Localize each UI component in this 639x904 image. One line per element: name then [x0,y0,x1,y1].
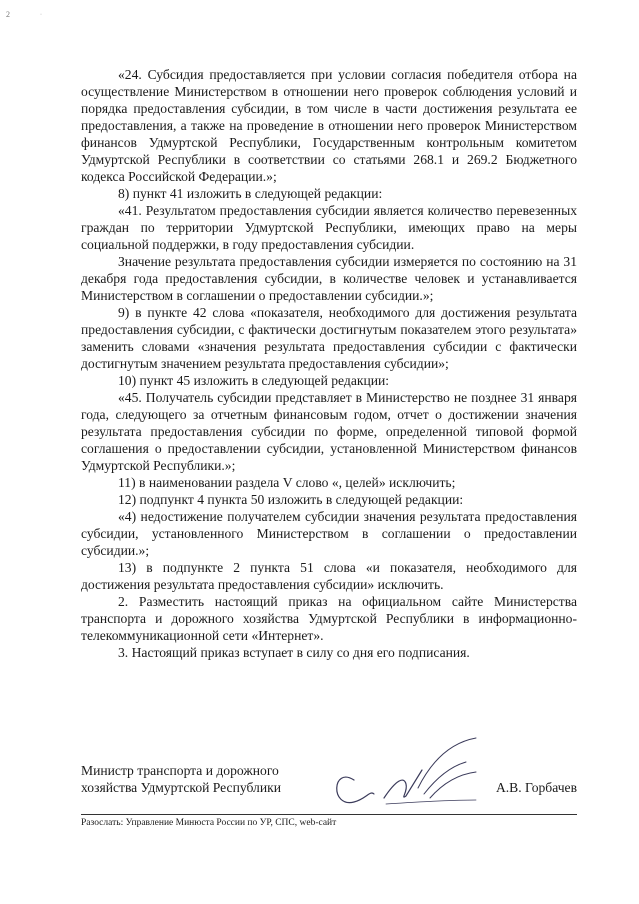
signer-title-line1: Министр транспорта и дорожного [81,763,279,778]
paragraph-41: «41. Результатом предоставления субсидии является количество перевезенных граждан по территории Удмуртской Республики, имеющих право на меры социальной поддержки, в году предоставления субсидии. [81,203,577,252]
paragraph-item-9: 9) в пункте 42 слова «показателя, необходимого для достижения результата предоставления субсидии, с фактически достигнутым показателем этого результата» заменить словами «значения результата предоставления субсидии с фактически достигнутым значением результата предоставления субсидии»; [81,305,577,371]
paragraph-41-value: Значение результата предоставления субсидии измеряется по состоянию на 31 декабря года предоставления субсидии, в количестве человек и устанавливается Министерством в соглашении о предоставлении субсидии.»; [81,254,577,303]
paragraph-45: «45. Получатель субсидии представляет в Министерство не позднее 31 января года, следующего за отчетным финансовым годом, отчет о достижении значения результата предоставления субсидии по форме, определенной типовой формой соглашения о предоставлении субсидии, установленной Министерством финансов Удмуртской Республики.»; [81,390,577,473]
signer-title-line2: хозяйства Удмуртской Республики [81,780,281,795]
handwritten-signature [326,736,496,816]
paragraph-item-11: 11) в наименовании раздела V слово «, целей» исключить; [118,475,456,490]
page-mark: 2 [6,10,10,19]
signer-title [81,762,281,796]
paragraph-50-4: «4) недостижение получателем субсидии значения результата предоставления субсидии, установленного Министерством в соглашении о предоставлении субсидии.»; [81,509,577,558]
paragraph-item-12: 12) подпункт 4 пункта 50 изложить в следующей редакции: [118,492,464,507]
footer-divider [81,814,577,815]
document-body [81,66,577,661]
distribution-note: Разослать: Управление Минюста России по УР, СПС, web-сайт [81,818,337,828]
paragraph-item-8: 8) пункт 41 изложить в следующей редакции: [118,186,383,201]
paragraph-item-13: 13) в подпункте 2 пункта 51 слова «и показателя, необходимого для достижения результата предоставления субсидии» исключить. [81,560,577,592]
paragraph-item-10: 10) пункт 45 изложить в следующей редакции: [118,373,390,388]
paragraph-effective: 3. Настоящий приказ вступает в силу со дня его подписания. [118,645,470,660]
signature-block [81,762,577,812]
paragraph-24: «24. Субсидия предоставляется при условии согласия победителя отбора на осуществление Министерством в отношении него проверок соблюдения условий и порядка предоставления субсидии, в том числе в части достижения результата ее предоставления, а также на проведение в отношении него проверок Министерством финансов Удмуртской Республики, Государственным контрольным комитетом Удмуртской Республики в соответствии со статьями 268.1 и 269.2 Бюджетного кодекса Российской Федерации.»; [81,67,577,184]
signer-name: А.В. Горбачев [495,780,577,795]
paragraph-publish: 2. Разместить настоящий приказ на официальном сайте Министерства транспорта и дорожного хозяйства Удмуртской Республики в информационно-телекоммуникационной сети «Интернет». [81,594,577,643]
page-mark-dot: · [40,12,42,18]
